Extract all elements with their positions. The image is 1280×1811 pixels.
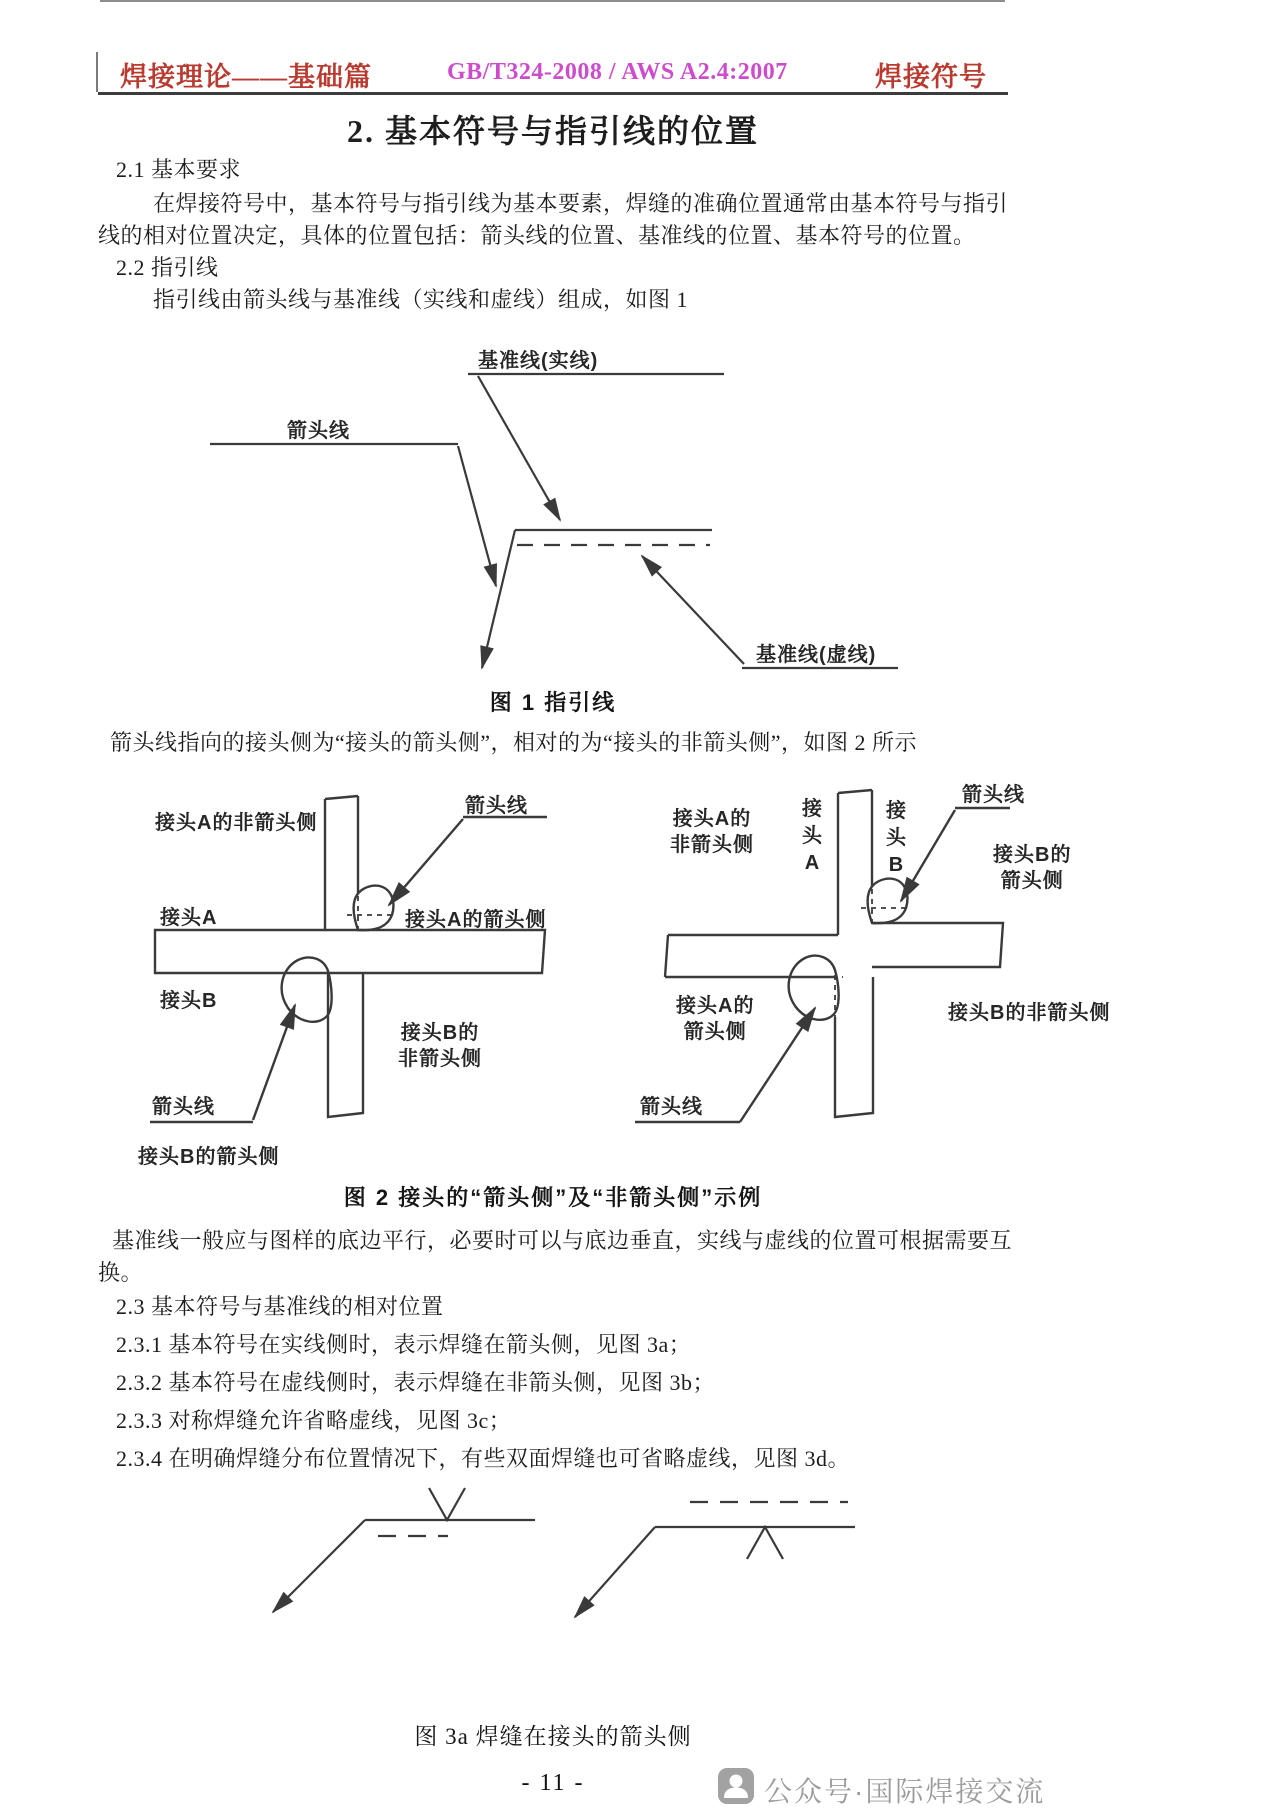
section-2-3-2-text: 2.3.2 基本符号在虚线侧时，表示焊缝在非箭头侧，见图 3b；: [116, 1370, 716, 1395]
fig3a-right-arrow-line: [575, 1527, 655, 1617]
section-2-1-heading: 2.1 基本要求: [116, 157, 242, 182]
right-plate-right: [872, 923, 1003, 967]
left-horizontal-plate: [155, 930, 545, 973]
section-2-1-text-line2: 线的相对位置决定，具体的位置包括：箭头线的位置、基准线的位置、基本符号的位置。: [98, 223, 976, 248]
fig2-right-arrow-line-top: 箭头线: [962, 784, 1025, 806]
figure1-leader-line-drawing: [190, 330, 910, 690]
fig2-right-joint-a-arrow-side: [676, 993, 754, 1045]
label-line: 箭头侧: [683, 1021, 747, 1043]
section-2-3-1-text: 2.3.1 基本符号在实线侧时，表示焊缝在箭头侧，见图 3a；: [116, 1332, 692, 1357]
label-line: 接头B的: [993, 844, 1072, 866]
leader-to-dashed-baseline: [642, 556, 744, 664]
page-title: 2. 基本符号与指引线的位置: [346, 113, 759, 149]
section-2-2-text: 指引线由箭头线与基准线（实线和虚线）组成，如图 1: [153, 287, 689, 312]
right-top-plate: [838, 790, 872, 935]
label-line: 箭头侧: [1000, 870, 1064, 892]
figure3a-weld-symbol-drawing: [245, 1478, 885, 1638]
header-rule: [98, 92, 1008, 95]
fig2-left-arrow-line-bottom: 箭头线: [152, 1096, 215, 1118]
fig2-right-joint-a-vertical: 接头A: [802, 798, 822, 874]
fig2-left-arrow-line-top: 箭头线: [465, 795, 528, 817]
baseline-rule-text-line1: 基准线一般应与图样的底边平行，必要时可以与底边垂直，实线与虚线的位置可根据需要互: [112, 1228, 1013, 1253]
right-arrow-leader-top: [901, 810, 955, 901]
left-bottom-plate: [328, 973, 363, 1117]
section-2-1-text-line1: 在焊接符号中，基本符号与指引线为基本要素，焊缝的准确位置通常由基本符号与指引: [153, 191, 1009, 216]
fig2-left-joint-b: 接头B: [160, 990, 218, 1012]
fig3a-left-v-symbol: [429, 1488, 465, 1520]
figure3a-caption: 图 3a 焊缝在接头的箭头侧: [414, 1724, 692, 1749]
fig2-right-arrow-line-bottom: 箭头线: [640, 1096, 703, 1118]
fig2-left-joint-a-arrow-side: 接头A的箭头侧: [405, 909, 547, 931]
label-line: 接头A的: [672, 808, 752, 830]
header-standard-codes: GB/T324-2008 / AWS A2.4:2007: [447, 59, 788, 85]
label-line: 非箭头侧: [670, 834, 754, 856]
fig2-right-joint-b-non-arrow-side: 接头B的非箭头侧: [948, 1002, 1111, 1024]
fig3a-left-arrow-line: [273, 1520, 365, 1612]
section-2-3-heading: 2.3 基本符号与基准线的相对位置: [116, 1294, 444, 1319]
header-right-title: 焊接符号: [875, 62, 987, 92]
fig1-label-arrow-line: 箭头线: [287, 420, 350, 442]
figure1-caption: 图 1 指引线: [489, 690, 617, 715]
fig3a-right-v-symbol: [747, 1527, 783, 1559]
fig2-right-joint-b-arrow-side: [993, 842, 1071, 894]
left-arrow-leader-top: [389, 819, 463, 905]
page-left-edge-tick: [96, 52, 98, 92]
fig2-right-joint-b-vertical: 接头B: [886, 800, 906, 876]
section-2-3-3-text: 2.3.3 对称焊缝允许省略虚线，见图 3c；: [116, 1408, 512, 1433]
fig2-left-joint-a: 接头A: [160, 907, 218, 929]
figure2-caption: 图 2 接头的“箭头侧”及“非箭头侧”示例: [343, 1185, 763, 1210]
fig1-label-baseline-dashed: 基准线(虚线): [756, 644, 877, 666]
label-line: 接头B的: [400, 1022, 480, 1044]
fig1-label-baseline-solid: 基准线(实线): [478, 350, 599, 372]
fig2-left-joint-b-non-arrow-side: [398, 1020, 482, 1072]
section-2-3-4-text: 2.3.4 在明确焊缝分布位置情况下，有些双面焊缝也可省略虚线，见图 3d。: [116, 1446, 851, 1471]
fig2-right-joint-a-non-arrow-side: [670, 806, 754, 858]
leader-to-solid-baseline: [478, 376, 560, 520]
left-arrow-leader-bottom: [253, 1005, 295, 1120]
fig2-left-joint-a-non-arrow-side: 接头A的非箭头侧: [155, 812, 318, 834]
page-number: - 11 -: [521, 1770, 585, 1796]
watermark-text: 公众号·国际焊接交流: [764, 1776, 1046, 1807]
page-top-edge-line: [100, 0, 1005, 2]
label-line: 非箭头侧: [398, 1048, 482, 1070]
header-left-title: 焊接理论——基础篇: [120, 62, 372, 92]
wechat-official-account-icon: [716, 1766, 756, 1806]
arrow-side-explanation-text: 箭头线指向的接头侧为“接头的箭头侧”，相对的为“接头的非箭头侧”，如图 2 所示: [110, 730, 918, 755]
left-weld-bead-top: [354, 886, 394, 931]
left-weld-bead-bottom: [282, 957, 332, 1021]
leader-to-arrow-line: [458, 446, 496, 586]
fig2-left-joint-b-arrow-side: 接头B的箭头侧: [138, 1146, 280, 1168]
right-bottom-plate: [835, 977, 873, 1117]
baseline-rule-text-line2: 换。: [98, 1260, 144, 1285]
label-line: 接头A的: [676, 995, 755, 1017]
section-2-2-heading: 2.2 指引线: [116, 255, 219, 280]
